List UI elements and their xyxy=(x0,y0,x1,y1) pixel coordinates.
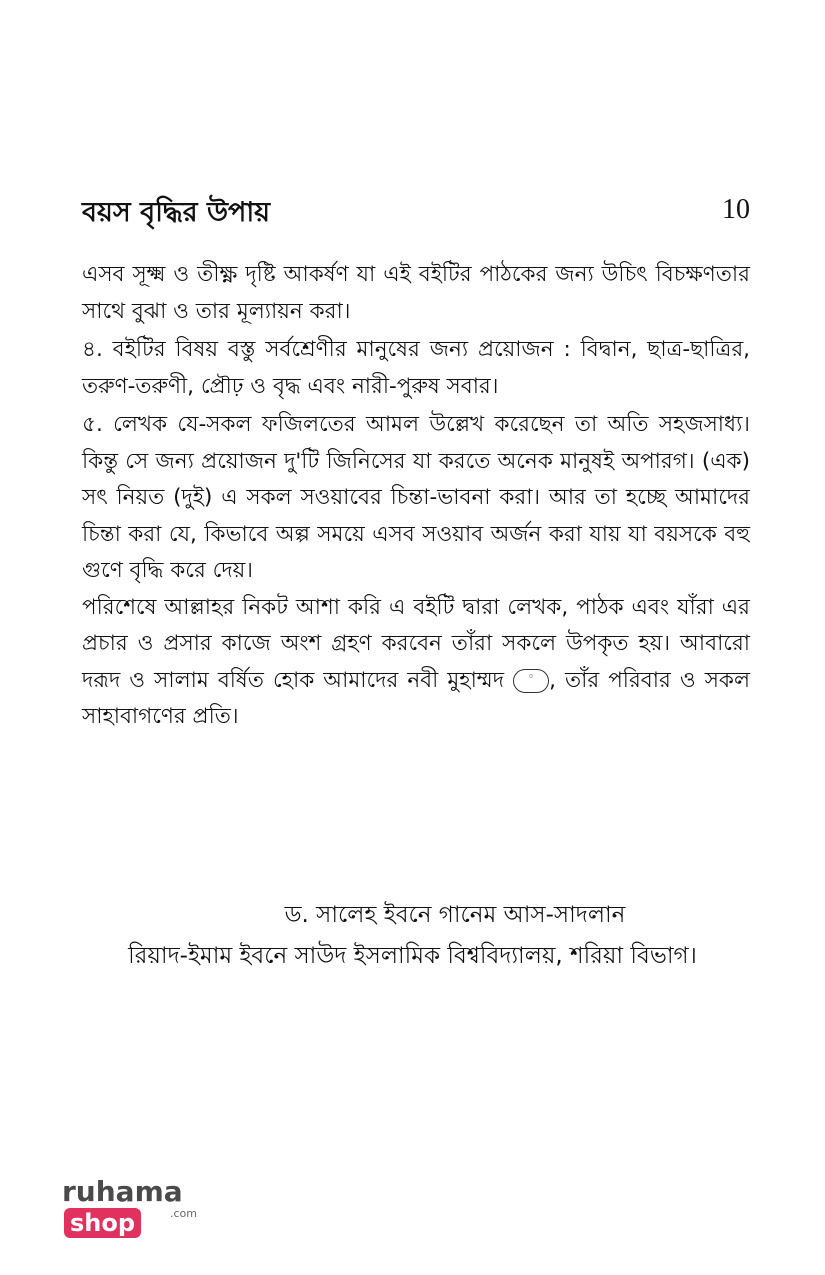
paragraph-1: এসব সূক্ষ্ম ও তীক্ষ্ণ দৃষ্টি আকর্ষণ যা এই বইটির পাঠকের জন্য উচিৎ বিচক্ষণতার সাথে বুঝা ও তার মূল্যায়ন করা। xyxy=(82,262,750,324)
author-affiliation: রিয়াদ-ইমাম ইবনে সাউদ ইসলামিক বিশ্ববিদ্যালয়, শরিয়া বিভাগ। xyxy=(128,943,697,969)
page-header xyxy=(82,188,750,238)
salawat-icon: ۞ xyxy=(513,669,549,693)
watermark-logo xyxy=(62,1175,232,1237)
logo-brand-part2: shop xyxy=(64,1208,141,1238)
author-name: ড. সালেহ ইবনে গানেম আস-সাদলান xyxy=(284,902,626,928)
page-number: 10 xyxy=(722,194,750,225)
paragraph-2: ৪. বইটির বিষয় বস্তু সর্বশ্রেণীর মানুষের জন্য প্রয়োজন : বিদ্বান, ছাত্র-ছাত্রির, তরুণ-তরুণী, প্রৌঢ় ও বৃদ্ধ এবং নারী-পুরুষ সবার। xyxy=(82,337,750,399)
running-title: বয়স বৃদ্ধির উপায় xyxy=(82,197,271,228)
logo-brand-sub: .com xyxy=(170,1207,197,1220)
paragraph-3: ৫. লেখক যে-সকল ফজিলতের আমল উল্লেখ করেছেন তা অতি সহজসাধ্য। কিন্তু সে জন্য প্রয়োজন দু'টি জিনিসের যা করতে অনেক মানুষই অপারগ। (এক) সৎ নিয়ত (দুই) এ সকল সওয়াবের চিন্তা-ভাবনা করা। আর তা হচ্ছে আমাদের চিন্তা করা যে, কিভাবে অল্প সময়ে এসব সওয়াব অর্জন করা যায় যা বয়সকে বহু গুণে বৃদ্ধি করে দেয়। xyxy=(82,412,750,583)
paragraph-4 xyxy=(82,590,750,736)
paragraph-4-text: পরিশেষে আল্লাহর নিকট আশা করি এ বইটি দ্বারা লেখক, পাঠক এবং যাঁরা এর প্রচার ও প্রসার কাজে অংশ গ্রহণ করবেন তাঁরা সকলে উপকৃত হয়। আবারো দরূদ ও সালাম বর্ষিত হোক আমাদের নবী মুহাম্মদ xyxy=(82,594,750,693)
logo-brand-part1: ruhama xyxy=(62,1175,183,1208)
paragraph-4-tail: , তাঁর পরিবার ও সকল সাহাবাগণের প্রতি। xyxy=(82,667,750,729)
body-text xyxy=(82,257,750,738)
signature xyxy=(0,895,825,977)
